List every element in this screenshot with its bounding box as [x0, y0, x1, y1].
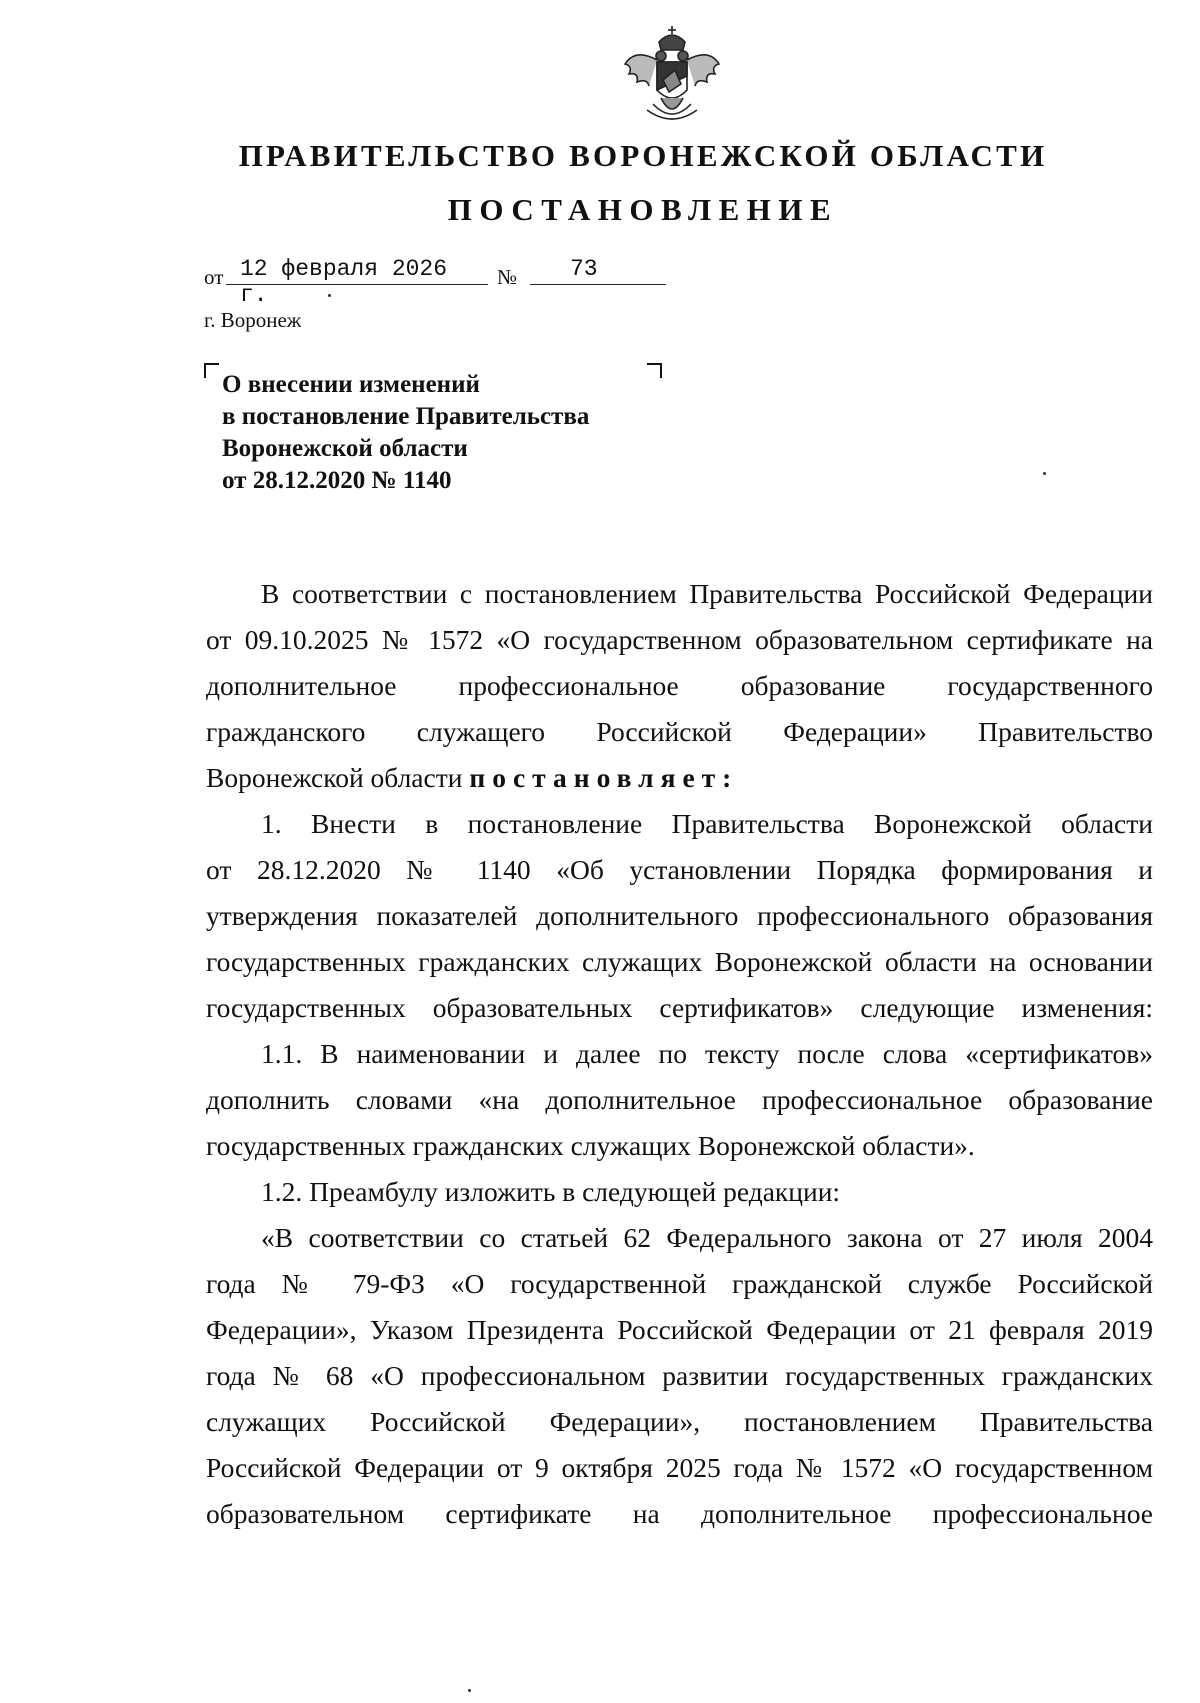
- scan-speck: [468, 1689, 471, 1692]
- from-label: от: [204, 265, 224, 289]
- body-text: Воронежской области: [206, 762, 463, 793]
- body-line: гражданского служащего Российской Федерации» Правительство: [206, 716, 1153, 747]
- organization-title: ПРАВИТЕЛЬСТВО ВОРОНЕЖСКОЙ ОБЛАСТИ: [238, 138, 1048, 173]
- body-line: 1. Внести в постановление Правительства Воронежской области: [261, 808, 1153, 839]
- scan-speck: [328, 294, 331, 297]
- body-line: года № 79-ФЗ «О государственной гражданской службе Российской: [206, 1268, 1153, 1299]
- coat-of-arms-icon: [617, 20, 727, 130]
- body-line: государственных гражданских служащих Воронежской области».: [206, 1130, 975, 1161]
- document-date: 12 февраля 2026 г.: [226, 256, 488, 285]
- document-subject: [222, 369, 589, 497]
- body-line: от 28.12.2020 № 1140 «Об установлении Порядка формирования и: [206, 854, 1153, 885]
- body-line: государственных гражданских служащих Воронежской области на основании: [206, 946, 1153, 977]
- body-line: «В соответствии со статьей 62 Федерального закона от 27 июля 2004: [261, 1222, 1153, 1253]
- document-number: 73: [530, 256, 666, 285]
- document-type-title: ПОСТАНОВЛЕНИЕ: [447, 192, 839, 227]
- body-line: утверждения показателей дополнительного профессионального образования: [206, 900, 1153, 931]
- subject-line: О внесении изменений: [222, 371, 480, 398]
- body-line: государственных образовательных сертификатов» следующие изменения:: [206, 992, 1153, 1023]
- body-line: служащих Российской Федерации», постановлением Правительства: [206, 1406, 1153, 1437]
- corner-mark-left: [204, 363, 219, 378]
- body-line: 1.1. В наименовании и далее по тексту после слова «сертификатов»: [261, 1038, 1153, 1069]
- number-label: №: [497, 265, 518, 289]
- subject-line: Воронежской области: [222, 435, 468, 462]
- body-line: образовательном сертификате на дополнительное профессиональное: [206, 1498, 1153, 1529]
- body-line: [206, 758, 1153, 798]
- body-line: 1.2. Преамбулу изложить в следующей редакции:: [261, 1176, 841, 1207]
- subject-line: от 28.12.2020 № 1140: [222, 467, 452, 494]
- subject-line: в постановление Правительства: [222, 403, 590, 430]
- resolution-keyword: постановляет:: [469, 762, 739, 793]
- scan-speck: [1043, 472, 1046, 475]
- body-line: дополнительное профессиональное образование государственного: [206, 670, 1153, 701]
- date-number-line: [204, 256, 674, 308]
- corner-mark-right: [647, 363, 662, 378]
- body-line: Федерации», Указом Президента Российской Федерации от 21 февраля 2019: [206, 1314, 1153, 1345]
- body-line: В соответствии с постановлением Правительства Российской Федерации: [261, 578, 1153, 609]
- city-label: г. Воронеж: [204, 308, 302, 332]
- body-line: года № 68 «О профессиональном развитии государственных гражданских: [206, 1360, 1153, 1391]
- body-line: Российской Федерации от 9 октября 2025 года № 1572 «О государственном: [206, 1452, 1153, 1483]
- body-line: дополнить словами «на дополнительное профессиональное образование: [206, 1084, 1153, 1115]
- body-line: от 09.10.2025 № 1572 «О государственном образовательном сертификате на: [206, 624, 1153, 655]
